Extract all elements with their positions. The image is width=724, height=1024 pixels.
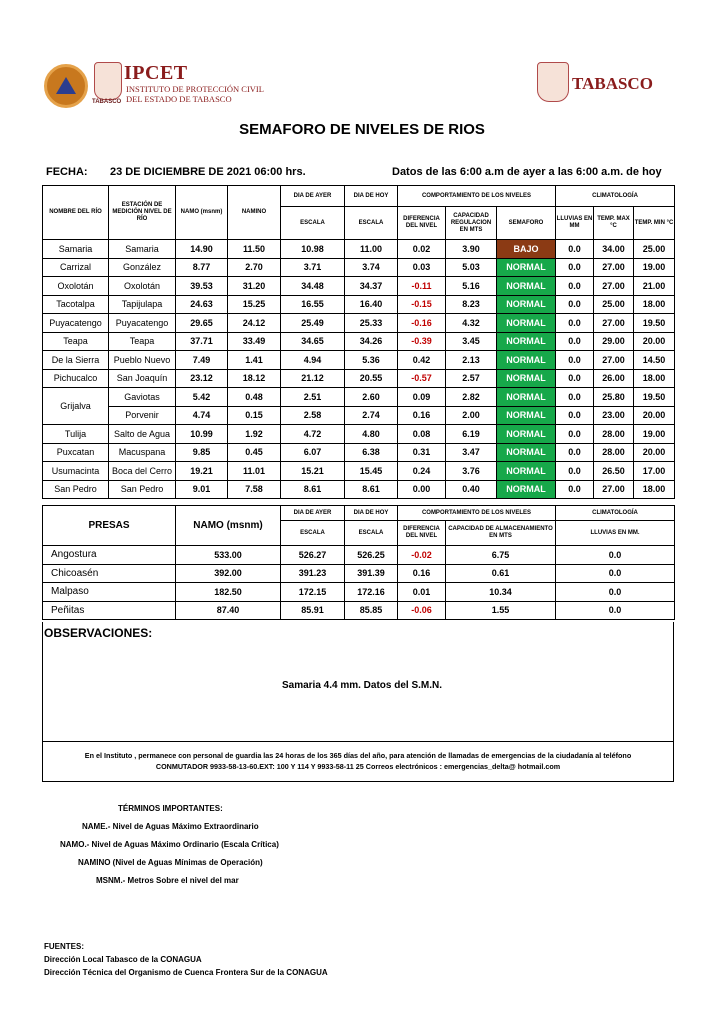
table-row <box>43 406 675 425</box>
river-name: Tacotalpa <box>43 295 109 314</box>
cell-namino: 15.25 <box>228 295 281 314</box>
cell-cap: 2.82 <box>446 388 497 407</box>
semaforo-status-badge: NORMAL <box>497 314 556 333</box>
fuentes-line1: Dirección Local Tabasco de la CONAGUA <box>44 955 202 964</box>
cell-lluvia: 0.0 <box>556 258 594 277</box>
river-name: Teapa <box>43 332 109 351</box>
cell-cap: 5.03 <box>446 258 497 277</box>
rivers-table <box>42 185 675 499</box>
cell-tmin: 20.00 <box>634 406 675 425</box>
cell-tmin: 18.00 <box>634 480 675 499</box>
table-row <box>43 258 675 277</box>
cell-dif: -0.39 <box>398 332 446 351</box>
cell-lluvia: 0.0 <box>556 564 675 583</box>
table-row <box>43 277 675 296</box>
cell-dif: -0.15 <box>398 295 446 314</box>
header-dia-hoy: DIA DE HOY <box>345 186 398 207</box>
cell-ayer: 10.98 <box>281 240 345 259</box>
cell-namo: 14.90 <box>176 240 228 259</box>
cell-ayer: 4.94 <box>281 351 345 370</box>
cell-cap: 3.90 <box>446 240 497 259</box>
cell-lluvia: 0.0 <box>556 388 594 407</box>
cell-dif: -0.11 <box>398 277 446 296</box>
cell-dif: 0.03 <box>398 258 446 277</box>
header-presas-climatologia: CLIMATOLOGÍA <box>556 506 675 521</box>
cell-dif: 0.42 <box>398 351 446 370</box>
table-row <box>43 425 675 444</box>
cell-lluvia: 0.0 <box>556 546 675 565</box>
term-namo: NAMO.- Nivel de Aguas Máximo Ordinario (Escala Crítica) <box>60 840 279 849</box>
header-nombre: NOMBRE DEL RÍO <box>43 186 109 240</box>
cell-namo: 29.65 <box>176 314 228 333</box>
semaforo-status-badge: NORMAL <box>497 443 556 462</box>
cell-namino: 2.70 <box>228 258 281 277</box>
header-presas-namo: NAMO (msnm) <box>176 506 281 546</box>
cell-cap: 6.75 <box>446 546 556 565</box>
table-row <box>43 369 675 388</box>
header-namo: NAMO (msnm) <box>176 186 228 240</box>
org-full-name <box>126 84 264 104</box>
cell-lluvia: 0.0 <box>556 583 675 602</box>
semaforo-status-badge: NORMAL <box>497 332 556 351</box>
header-diferencia: DIFERENCIA DEL NIVEL <box>398 207 446 240</box>
semaforo-status-badge: NORMAL <box>497 369 556 388</box>
cell-lluvia: 0.0 <box>556 332 594 351</box>
header-temp-min: TEMP. MIN °C <box>634 207 675 240</box>
presa-name: Chicoasén <box>43 564 176 583</box>
cell-tmin: 25.00 <box>634 240 675 259</box>
cell-namo: 10.99 <box>176 425 228 444</box>
river-name: Carrizal <box>43 258 109 277</box>
cell-hoy: 15.45 <box>345 462 398 481</box>
cell-cap: 8.23 <box>446 295 497 314</box>
cell-tmax: 25.80 <box>594 388 634 407</box>
cell-tmin: 19.00 <box>634 425 675 444</box>
cell-dif: 0.01 <box>398 583 446 602</box>
cell-namo: 24.63 <box>176 295 228 314</box>
river-name: De la Sierra <box>43 351 109 370</box>
term-msnm: MSNM.- Metros Sobre el nivel del mar <box>96 876 239 885</box>
cell-ayer: 6.07 <box>281 443 345 462</box>
river-name: San Pedro <box>43 480 109 499</box>
cell-cap: 10.34 <box>446 583 556 602</box>
semaforo-status-badge: NORMAL <box>497 295 556 314</box>
org-short-name: IPCET <box>124 62 188 84</box>
institute-notice <box>42 750 674 772</box>
cell-cap: 3.76 <box>446 462 497 481</box>
header-presas-lluvias: LLUVIAS EN MM. <box>556 521 675 546</box>
divider <box>42 741 674 742</box>
cell-cap: 0.40 <box>446 480 497 499</box>
semaforo-status-badge: NORMAL <box>497 406 556 425</box>
cell-dif: 0.08 <box>398 425 446 444</box>
cell-dif: 0.16 <box>398 564 446 583</box>
observaciones-text: Samaria 4.4 mm. Datos del S.M.N. <box>281 680 443 691</box>
cell-cap: 2.57 <box>446 369 497 388</box>
cell-namo: 87.40 <box>176 601 281 620</box>
river-name: Puyacatengo <box>43 314 109 333</box>
fuentes-line2: Dirección Técnica del Organismo de Cuenca Frontera Sur de la CONAGUA <box>44 968 328 977</box>
cell-tmax: 23.00 <box>594 406 634 425</box>
cell-namino: 0.45 <box>228 443 281 462</box>
cell-ayer: 4.72 <box>281 425 345 444</box>
cell-hoy: 16.40 <box>345 295 398 314</box>
cell-dif: 0.09 <box>398 388 446 407</box>
station-name: Salto de Agua <box>109 425 176 444</box>
cell-dif: -0.02 <box>398 546 446 565</box>
station-name: San Joaquín <box>109 369 176 388</box>
term-name: NAME.- Nivel de Aguas Máximo Extraordinario <box>82 822 259 831</box>
cell-lluvia: 0.0 <box>556 277 594 296</box>
state-seal-icon <box>537 62 569 102</box>
cell-namino: 1.41 <box>228 351 281 370</box>
org-line1: INSTITUTO DE PROTECCIÓN CIVIL <box>126 84 264 94</box>
cell-tmax: 27.00 <box>594 480 634 499</box>
cell-lluvia: 0.0 <box>556 462 594 481</box>
cell-ayer: 15.21 <box>281 462 345 481</box>
presa-name: Malpaso <box>43 583 176 602</box>
presas-table <box>42 505 675 620</box>
cell-namo: 37.71 <box>176 332 228 351</box>
cell-hoy: 391.39 <box>345 564 398 583</box>
cell-namo: 5.42 <box>176 388 228 407</box>
cell-hoy: 172.16 <box>345 583 398 602</box>
table-row <box>43 351 675 370</box>
cell-cap: 5.16 <box>446 277 497 296</box>
cell-lluvia: 0.0 <box>556 369 594 388</box>
cell-hoy: 5.36 <box>345 351 398 370</box>
tabasco-seal-icon <box>94 62 122 100</box>
cell-tmax: 27.00 <box>594 258 634 277</box>
cell-namo: 19.21 <box>176 462 228 481</box>
header-presas: PRESAS <box>43 506 176 546</box>
cell-namo: 23.12 <box>176 369 228 388</box>
cell-hoy: 8.61 <box>345 480 398 499</box>
cell-tmax: 28.00 <box>594 425 634 444</box>
cell-ayer: 34.65 <box>281 332 345 351</box>
station-name: Boca del Cerro <box>109 462 176 481</box>
cell-namo: 392.00 <box>176 564 281 583</box>
header-comportamiento: COMPORTAMIENTO DE LOS NIVELES <box>398 186 556 207</box>
river-name: Puxcatan <box>43 443 109 462</box>
observaciones-title: OBSERVACIONES: <box>44 626 153 640</box>
cell-lluvia: 0.0 <box>556 406 594 425</box>
cell-namo: 39.53 <box>176 277 228 296</box>
cell-ayer: 8.61 <box>281 480 345 499</box>
cell-hoy: 11.00 <box>345 240 398 259</box>
org-line2: DEL ESTADO DE TABASCO <box>126 94 232 104</box>
header-presas-comportamiento: COMPORTAMIENTO DE LOS NIVELES <box>398 506 556 521</box>
cell-namo: 4.74 <box>176 406 228 425</box>
page-title: SEMAFORO DE NIVELES DE RIOS <box>239 121 485 138</box>
cell-namino: 11.01 <box>228 462 281 481</box>
semaforo-status-badge: NORMAL <box>497 425 556 444</box>
river-name: Oxolotán <box>43 277 109 296</box>
cell-hoy: 4.80 <box>345 425 398 444</box>
proteccion-civil-logo <box>44 64 88 108</box>
cell-ayer: 21.12 <box>281 369 345 388</box>
cell-dif: 0.24 <box>398 462 446 481</box>
cell-namino: 24.12 <box>228 314 281 333</box>
header-presas-diferencia: DIFERENCIA DEL NIVEL <box>398 521 446 546</box>
cell-tmin: 20.00 <box>634 332 675 351</box>
cell-ayer: 2.58 <box>281 406 345 425</box>
fuentes-section <box>44 940 328 979</box>
header-presas-capacidad: CAPACIDAD DE ALMACENAMIENTO EN MTS <box>446 521 556 546</box>
fuentes-title: FUENTES: <box>44 942 84 951</box>
cell-ayer: 25.49 <box>281 314 345 333</box>
header-climatologia: CLIMATOLOGÍA <box>556 186 675 207</box>
cell-tmin: 19.50 <box>634 314 675 333</box>
station-name: Teapa <box>109 332 176 351</box>
cell-tmax: 28.00 <box>594 443 634 462</box>
cell-ayer: 85.91 <box>281 601 345 620</box>
presa-name: Angostura <box>43 546 176 565</box>
cell-hoy: 34.37 <box>345 277 398 296</box>
cell-ayer: 16.55 <box>281 295 345 314</box>
header-temp-max: TEMP. MAX °C <box>594 207 634 240</box>
cell-hoy: 34.26 <box>345 332 398 351</box>
cell-hoy: 3.74 <box>345 258 398 277</box>
table-row <box>43 240 675 259</box>
cell-dif: 0.00 <box>398 480 446 499</box>
header-presas-escala-hoy: ESCALA <box>345 521 398 546</box>
cell-namino: 1.92 <box>228 425 281 444</box>
table-row <box>43 546 675 565</box>
cell-lluvia: 0.0 <box>556 314 594 333</box>
cell-tmax: 27.00 <box>594 314 634 333</box>
state-name: TABASCO <box>572 74 653 93</box>
cell-lluvia: 0.0 <box>556 295 594 314</box>
cell-hoy: 2.74 <box>345 406 398 425</box>
cell-cap: 6.19 <box>446 425 497 444</box>
cell-hoy: 25.33 <box>345 314 398 333</box>
station-name: Pueblo Nuevo <box>109 351 176 370</box>
cell-cap: 1.55 <box>446 601 556 620</box>
cell-lluvia: 0.0 <box>556 351 594 370</box>
cell-tmax: 26.50 <box>594 462 634 481</box>
table-row <box>43 480 675 499</box>
cell-hoy: 2.60 <box>345 388 398 407</box>
header-escala-ayer: ESCALA <box>281 207 345 240</box>
table-row <box>43 332 675 351</box>
cell-namo: 7.49 <box>176 351 228 370</box>
cell-cap: 3.47 <box>446 443 497 462</box>
header-dia-ayer: DIA DE AYER <box>281 186 345 207</box>
cell-ayer: 526.27 <box>281 546 345 565</box>
cell-lluvia: 0.0 <box>556 480 594 499</box>
cell-tmax: 25.00 <box>594 295 634 314</box>
station-name: San Pedro <box>109 480 176 499</box>
semaforo-status-badge: NORMAL <box>497 480 556 499</box>
cell-lluvia: 0.0 <box>556 601 675 620</box>
cell-namino: 7.58 <box>228 480 281 499</box>
station-name: Puyacatengo <box>109 314 176 333</box>
cell-tmax: 27.00 <box>594 351 634 370</box>
header-presas-dia-hoy: DIA DE HOY <box>345 506 398 521</box>
cell-hoy: 6.38 <box>345 443 398 462</box>
cell-tmin: 20.00 <box>634 443 675 462</box>
fecha-value: 23 DE DICIEMBRE DE 2021 06:00 hrs. <box>110 166 306 178</box>
station-name: Tapijulapa <box>109 295 176 314</box>
seal-label: TABASCO <box>92 99 122 105</box>
semaforo-status-badge: BAJO <box>497 240 556 259</box>
cell-namo: 8.77 <box>176 258 228 277</box>
cell-ayer: 34.48 <box>281 277 345 296</box>
cell-cap: 4.32 <box>446 314 497 333</box>
river-name: Tulija <box>43 425 109 444</box>
header-escala-hoy: ESCALA <box>345 207 398 240</box>
cell-cap: 3.45 <box>446 332 497 351</box>
header-presas-dia-ayer: DIA DE AYER <box>281 506 345 521</box>
semaforo-status-badge: NORMAL <box>497 258 556 277</box>
table-row <box>43 295 675 314</box>
cell-lluvia: 0.0 <box>556 425 594 444</box>
station-name: Porvenir <box>109 406 176 425</box>
river-name: Samaria <box>43 240 109 259</box>
cell-tmax: 29.00 <box>594 332 634 351</box>
cell-hoy: 85.85 <box>345 601 398 620</box>
table-row <box>43 314 675 333</box>
institute-notice-line1: En el Instituto , permanece con personal de guardia las 24 horas de los 365 días del año, para atención de llamadas de emergencias de la ciudadanía al teléfono <box>84 751 632 760</box>
term-namino: NAMINO (Nivel de Aguas Mínimas de Operación) <box>78 858 263 867</box>
cell-lluvia: 0.0 <box>556 443 594 462</box>
station-name: Macuspana <box>109 443 176 462</box>
station-name: Samaria <box>109 240 176 259</box>
cell-dif: 0.16 <box>398 406 446 425</box>
table-row <box>43 583 675 602</box>
cell-tmax: 27.00 <box>594 277 634 296</box>
cell-namino: 11.50 <box>228 240 281 259</box>
cell-namo: 182.50 <box>176 583 281 602</box>
semaforo-status-badge: NORMAL <box>497 462 556 481</box>
header-presas-escala-ayer: ESCALA <box>281 521 345 546</box>
cell-ayer: 2.51 <box>281 388 345 407</box>
cell-cap: 2.00 <box>446 406 497 425</box>
cell-namino: 33.49 <box>228 332 281 351</box>
cell-tmax: 26.00 <box>594 369 634 388</box>
cell-ayer: 3.71 <box>281 258 345 277</box>
cell-tmin: 18.00 <box>634 295 675 314</box>
cell-namino: 0.48 <box>228 388 281 407</box>
table-row <box>43 443 675 462</box>
cell-tmin: 17.00 <box>634 462 675 481</box>
cell-tmin: 14.50 <box>634 351 675 370</box>
river-name: Usumacinta <box>43 462 109 481</box>
station-name: Gaviotas <box>109 388 176 407</box>
table-row <box>43 388 675 407</box>
semaforo-status-badge: NORMAL <box>497 351 556 370</box>
cell-dif: 0.02 <box>398 240 446 259</box>
cell-dif: -0.57 <box>398 369 446 388</box>
header-lluvias: LLUVIAS EN MM <box>556 207 594 240</box>
cell-dif: -0.06 <box>398 601 446 620</box>
terminos-title: TÉRMINOS IMPORTANTES: <box>118 804 223 813</box>
fecha-label: FECHA: <box>46 166 88 178</box>
table-row <box>43 601 675 620</box>
cell-tmin: 19.00 <box>634 258 675 277</box>
semaforo-status-badge: NORMAL <box>497 388 556 407</box>
cell-namo: 9.01 <box>176 480 228 499</box>
cell-namino: 18.12 <box>228 369 281 388</box>
cell-ayer: 172.15 <box>281 583 345 602</box>
header-estacion: ESTACIÓN DE MEDICIÓN NIVEL DE RÍO <box>109 186 176 240</box>
station-name: Oxolotán <box>109 277 176 296</box>
cell-cap: 0.61 <box>446 564 556 583</box>
cell-namo: 9.85 <box>176 443 228 462</box>
table-row <box>43 564 675 583</box>
cell-ayer: 391.23 <box>281 564 345 583</box>
header-namino: NAMINO <box>228 186 281 240</box>
cell-hoy: 526.25 <box>345 546 398 565</box>
cell-cap: 2.13 <box>446 351 497 370</box>
cell-tmin: 18.00 <box>634 369 675 388</box>
header-semaforo: SEMAFORO <box>497 207 556 240</box>
cell-lluvia: 0.0 <box>556 240 594 259</box>
cell-tmin: 21.00 <box>634 277 675 296</box>
presa-name: Peñitas <box>43 601 176 620</box>
river-name: Grijalva <box>43 388 109 425</box>
cell-namino: 31.20 <box>228 277 281 296</box>
table-row <box>43 462 675 481</box>
cell-namo: 533.00 <box>176 546 281 565</box>
cell-tmin: 19.50 <box>634 388 675 407</box>
cell-hoy: 20.55 <box>345 369 398 388</box>
cell-dif: -0.16 <box>398 314 446 333</box>
semaforo-status-badge: NORMAL <box>497 277 556 296</box>
station-name: González <box>109 258 176 277</box>
datos-range: Datos de las 6:00 a.m de ayer a las 6:00 a.m. de hoy <box>392 166 662 178</box>
header-capacidad: CAPACIDAD REGULACION EN MTS <box>446 207 497 240</box>
river-name: Pichucalco <box>43 369 109 388</box>
cell-dif: 0.31 <box>398 443 446 462</box>
cell-namino: 0.15 <box>228 406 281 425</box>
cell-tmax: 34.00 <box>594 240 634 259</box>
institute-notice-line2: CONMUTADOR 9933-58-13-60.EXT: 100 Y 114 Y 9933-58-11 25 Correos electrónicos : emergencias_delta@ hotmail.com <box>155 762 561 771</box>
